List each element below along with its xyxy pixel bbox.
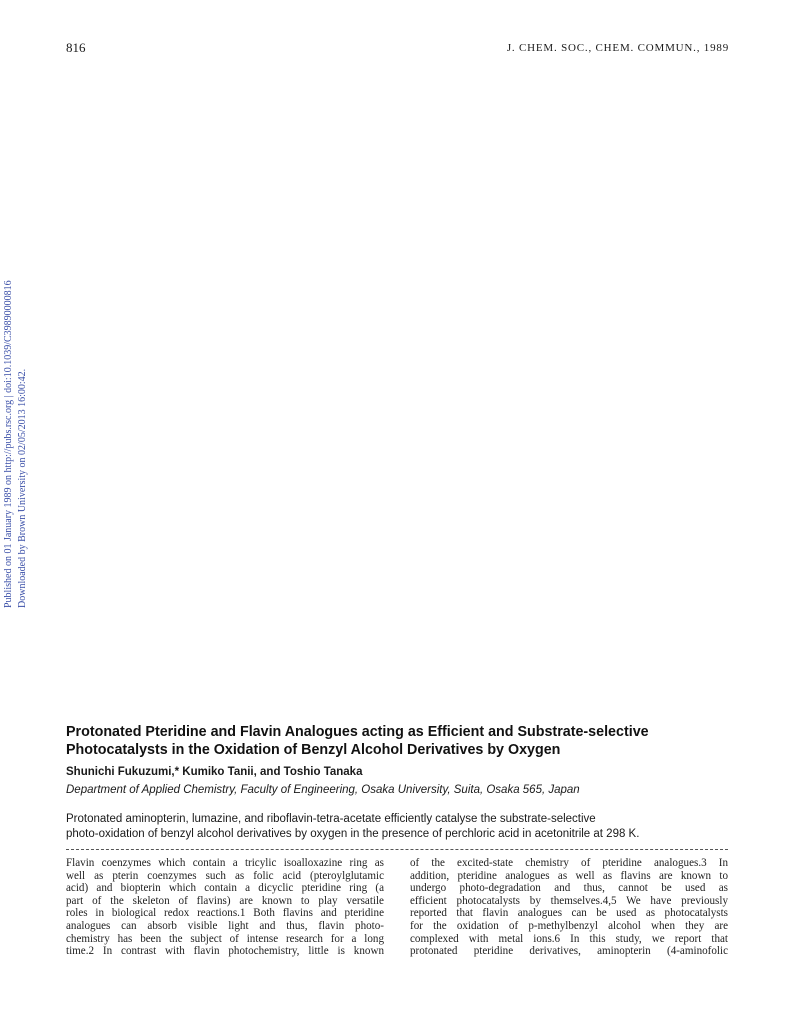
abstract-line-1: Protonated aminopterin, lumazine, and riboflavin-tetra-acetate efficiently catalyse the substrate-selective (66, 813, 596, 825)
journal-reference: J. CHEM. SOC., CHEM. COMMUN., 1989 (506, 42, 729, 54)
body-line: complexed with metal ions.6 In this study, we report that (410, 932, 728, 945)
body-line: Flavin coenzymes which contain a tricylic isoalloxazine ring as (66, 857, 384, 869)
body-line: reported that flavin analogues can be used as photocatalysts (410, 907, 728, 920)
body-line: undergo photo-degradation and thus, cannot be used as (410, 882, 728, 895)
body-line: protonated pteridine derivatives, aminopterin (4-aminofolic (410, 945, 728, 958)
published-note: Published on 01 January 1989 on http://pubs.rsc.org | doi:10.1039/C39890000816 (3, 280, 14, 608)
author-affiliation: Department of Applied Chemistry, Faculty of Engineering, Osaka University, Suita, Osaka 565, Japan (66, 784, 580, 796)
body-line: roles in biological redox reactions.1 Both flavins and pteridine (66, 907, 384, 920)
body-line: acid) and biopterin which contain a dicyclic pteridine ring (a (66, 882, 384, 895)
body-line: for the oxidation of p-methylbenzyl alcohol when they are (410, 919, 728, 932)
body-line: part of the skeleton of flavins) are known to play versatile (66, 894, 384, 907)
title-line-2: Photocatalysts in the Oxidation of Benzyl Alcohol Derivatives by Oxygen (66, 742, 561, 758)
body-line: well as pterin coenzymes such as folic acid (pteroylglutamic (66, 869, 384, 882)
body-line: time.2 In contrast with flavin photochemistry, little is known (66, 945, 384, 958)
body-line: of the excited-state chemistry of pteridine analogues.3 In (410, 857, 728, 869)
abstract-line-2: photo-oxidation of benzyl alcohol derivatives by oxygen in the presence of perchloric acid in acetonitrile at 298 K. (66, 828, 640, 840)
section-divider (66, 849, 728, 850)
body-column-right (410, 857, 728, 958)
author-list: Shunichi Fukuzumi,* Kumiko Tanii, and Toshio Tanaka (66, 766, 363, 778)
downloaded-note: Downloaded by Brown University on 02/05/2013 16:00:42. (17, 368, 28, 608)
article-title (66, 723, 746, 759)
body-line: analogues can absorb visible light and thus, flavin photo- (66, 919, 384, 932)
title-line-1: Protonated Pteridine and Flavin Analogues acting as Efficient and Substrate-selective (66, 724, 649, 740)
page-number: 816 (66, 40, 86, 55)
body-line: efficient photocatalysts by themselves.4,5 We have previously (410, 894, 728, 907)
body-column-left (66, 857, 384, 958)
abstract (66, 812, 746, 842)
body-line: chemistry has been the subject of intense research for a long (66, 932, 384, 945)
download-watermark (2, 258, 28, 608)
body-line: addition, pteridine analogues as well as flavins are known to (410, 869, 728, 882)
